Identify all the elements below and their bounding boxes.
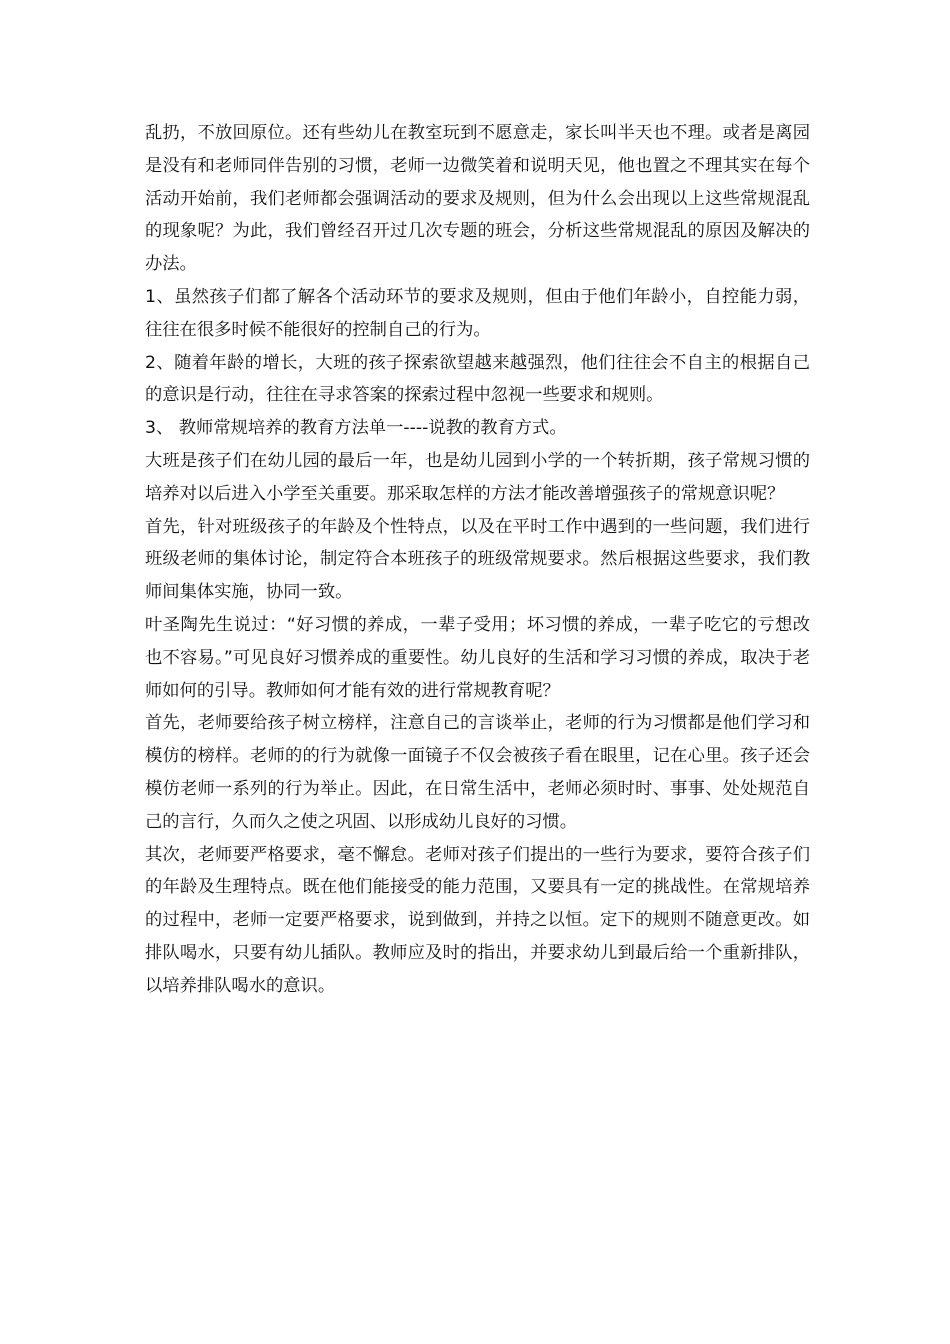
paragraph-6: 首先，针对班级孩子的年龄及个性特点，以及在平时工作中遇到的一些问题，我们进行班级老师的集体讨论，制定符合本班孩子的班级常规要求。然后根据这些要求，我们教师间集体实施，协同一致。 xyxy=(145,516,810,603)
paragraph-9: 其次，老师要严格要求，毫不懈怠。老师对孩子们提出的一些行为要求，要符合孩子们的年龄及生理特点。既在他们能接受的能力范围，又要具有一定的挑战性。在常规培养的过程中，老师一定要严格要求，说到做到，并持之以恒。定下的规则不随意更改。如排队喝水，只要有幼儿插队。教师应及时的指出，并要求幼儿到最后给一个重新排队，以培养排队喝水的意识。 xyxy=(145,844,810,996)
paragraph-5: 大班是孩子们在幼儿园的最后一年，也是幼儿园到小学的一个转折期，孩子常规习惯的培养对以后进入小学至关重要。那采取怎样的方法才能改善增强孩子的常规意识呢？ xyxy=(145,450,810,504)
paragraph-4: 3、 教师常规培养的教育方法单一----说教的教育方式。 xyxy=(145,418,567,439)
paragraph-3: 2、随着年龄的增长，大班的孩子探索欲望越来越强烈，他们往往会不自主的根据自己的意识是行动，往往在寻求答案的探索过程中忽视一些要求和规则。 xyxy=(145,352,810,406)
paragraph-2: 1、虽然孩子们都了解各个活动环节的要求及规则，但由于他们年龄小，自控能力弱，往往在很多时候不能很好的控制自己的行为。 xyxy=(145,286,810,340)
paragraph-1: 乱扔，不放回原位。还有些幼儿在教室玩到不愿意走，家长叫半天也不理。或者是离园是没有和老师同伴告别的习惯，老师一边微笑着和说明天见，他也置之不理其实在每个活动开始前，我们老师都会强调活动的要求及规则，但为什么会出现以上这些常规混乱的现象呢？为此，我们曾经召开过几次专题的班会，分析这些常规混乱的原因及解决的办法。 xyxy=(145,123,810,275)
paragraph-8: 首先，老师要给孩子树立榜样，注意自己的言谈举止，老师的行为习惯都是他们学习和模仿的榜样。老师的的行为就像一面镜子不仅会被孩子看在眼里，记在心里。孩子还会模仿老师一系列的行为举止。因此，在日常生活中，老师必须时时、事事、处处规范自己的言行，久而久之使之巩固、以形成幼儿良好的习惯。 xyxy=(145,713,810,832)
document-body xyxy=(145,117,810,1003)
paragraph-7: 叶圣陶先生说过：“好习惯的养成，一辈子受用；坏习惯的养成，一辈子吃它的亏想改也不容易。”可见良好习惯养成的重要性。幼儿良好的生活和学习习惯的养成，取决于老师如何的引导。教师如何才能有效的进行常规教育呢？ xyxy=(145,614,810,701)
